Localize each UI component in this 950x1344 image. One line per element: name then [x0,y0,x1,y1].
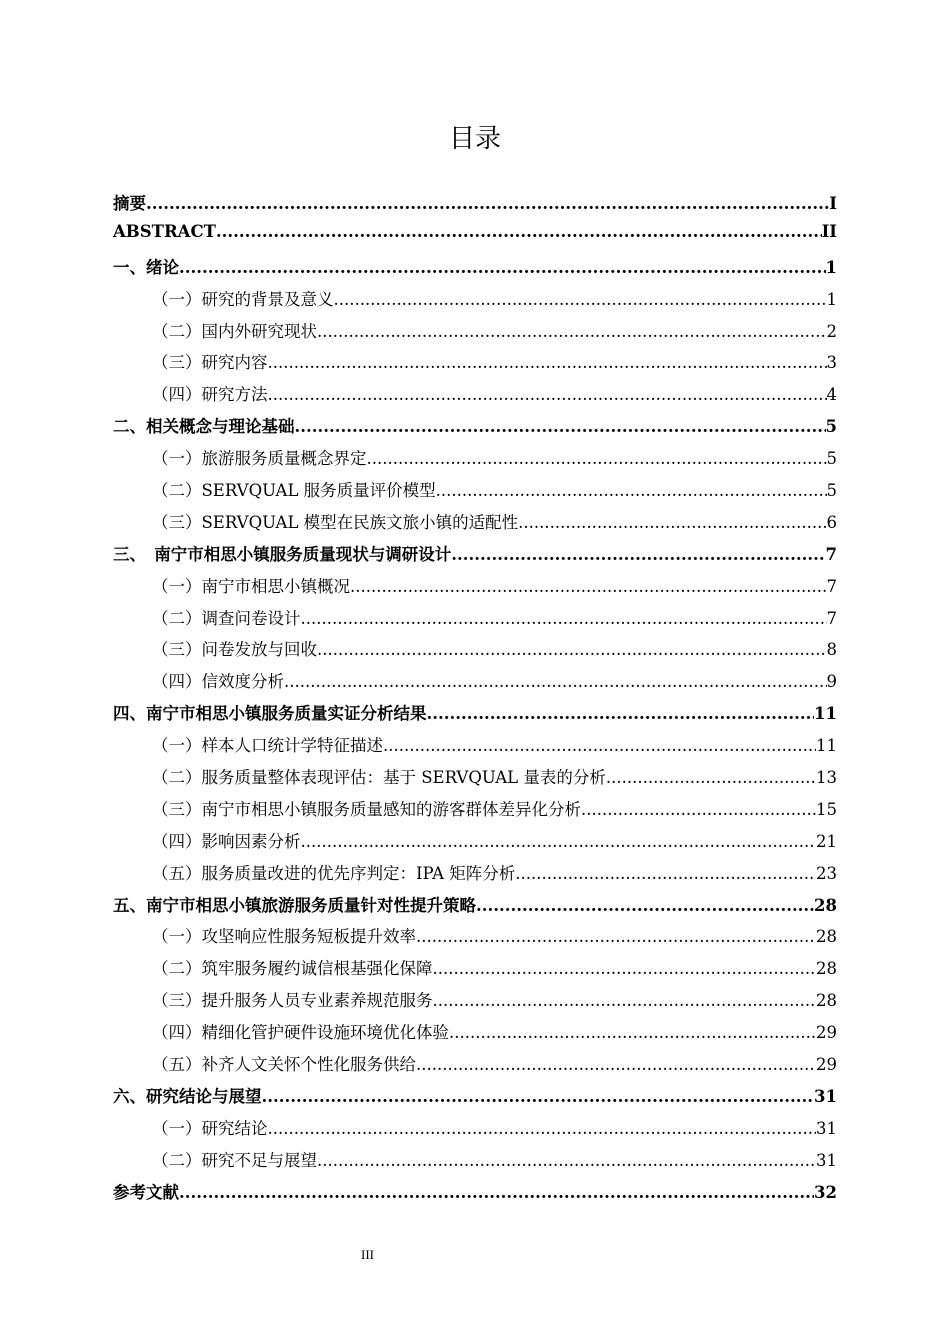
toc-section-entry[interactable] [113,605,837,637]
toc-entry-label: （三）南宁市相思小镇服务质量感知的游客群体差异化分析 [152,799,581,819]
toc-entry-label: 三、 南宁市相思小镇服务质量现状与调研设计 [113,544,452,564]
toc-entry-page-number: 21 [816,831,837,851]
toc-dot-leader [262,1087,815,1106]
toc-entry-page-number: 13 [816,768,837,788]
toc-chapter-entry[interactable] [113,1179,837,1211]
toc-entry-label: （一）南宁市相思小镇概况 [152,576,350,596]
toc-entry-page-number: 31 [816,1118,837,1138]
toc-entry-label: （四）精细化管护硬件设施环境优化体验 [152,1023,449,1043]
toc-entry-label: （三）研究内容 [152,353,268,373]
toc-dot-leader [476,896,814,915]
toc-dot-leader [367,449,827,468]
toc-entry-label: （二）筑牢服务履约诚信根基强化保障 [152,959,433,979]
toc-entry-page-number: 28 [816,959,837,979]
toc-chapter-entry[interactable] [113,254,837,286]
toc-chapter-entry[interactable] [113,190,837,222]
toc-entry-page-number: 32 [814,1182,837,1202]
toc-dot-leader [301,609,827,628]
toc-dot-leader [146,194,829,213]
toc-section-entry[interactable] [113,955,837,987]
toc-dot-leader [317,1151,816,1170]
toc-entry-page-number: II [821,221,837,241]
toc-section-entry[interactable] [113,923,837,955]
toc-entry-page-number: 28 [816,927,837,947]
toc-entry-page-number: 1 [825,257,837,277]
toc-entry-page-number: 9 [826,672,837,692]
toc-section-entry[interactable] [113,573,837,605]
toc-section-entry[interactable] [113,1051,837,1083]
toc-entry-page-number: 8 [826,640,837,660]
toc-entry-page-number: I [829,194,837,213]
toc-entry-label: （二）服务质量整体表现评估：基于 SERVQUAL 量表的分析 [152,768,606,788]
toc-entry-page-number: 7 [825,544,837,564]
toc-entry-page-number: 11 [814,704,837,724]
toc-section-entry[interactable] [113,381,837,413]
toc-dot-leader [606,768,816,787]
toc-entry-page-number: 31 [814,1086,837,1106]
toc-section-entry[interactable] [113,349,837,381]
toc-chapter-entry[interactable] [113,541,837,573]
toc-entry-label: （二）研究不足与展望 [152,1150,317,1170]
toc-entry-label: 四、南宁市相思小镇服务质量实证分析结果 [113,704,427,724]
toc-dot-leader [427,704,815,723]
toc-entry-page-number: 5 [826,449,837,469]
toc-section-entry[interactable] [113,1019,837,1051]
toc-section-entry[interactable] [113,477,837,509]
toc-dot-leader [179,258,826,277]
toc-entry-label: （三）提升服务人员专业素养规范服务 [152,991,433,1011]
toc-section-entry[interactable] [113,796,837,828]
toc-entry-page-number: 5 [826,481,837,501]
toc-section-entry[interactable] [113,987,837,1019]
toc-entry-page-number: 28 [814,895,837,915]
toc-entry-page-number: 15 [816,799,837,819]
toc-entry-page-number: 2 [826,321,837,341]
toc-entry-page-number: 11 [816,736,837,756]
toc-entry-page-number: 23 [816,863,837,883]
toc-entry-label: （一）研究的背景及意义 [152,289,334,309]
toc-entry-page-number: 29 [816,1023,837,1043]
toc-dot-leader [416,927,816,946]
toc-entry-label: ABSTRACT [113,221,216,241]
toc-entry-label: （二）调查问卷设计 [152,608,301,628]
page-title: 目录 [448,124,501,154]
toc-entry-page-number: 29 [816,1055,837,1075]
toc-entry-label: 六、研究结论与展望 [113,1086,262,1106]
toc-entry-label: （二）SERVQUAL 服务质量评价模型 [152,481,436,501]
table-of-contents [113,190,837,1211]
toc-dot-leader [268,1119,817,1138]
toc-entry-label: （四）研究方法 [152,385,268,405]
toc-chapter-entry[interactable] [113,222,837,254]
toc-entry-label: 五、南宁市相思小镇旅游服务质量针对性提升策略 [113,895,476,915]
toc-dot-leader [334,290,827,309]
toc-entry-label: （一）样本人口统计学特征描述 [152,736,383,756]
toc-dot-leader [284,672,827,691]
toc-entry-label: （一）研究结论 [152,1118,268,1138]
toc-dot-leader [268,353,827,372]
toc-entry-label: （四）影响因素分析 [152,831,301,851]
toc-entry-page-number: 28 [816,991,837,1011]
toc-entry-label: 一、绪论 [113,257,179,277]
toc-entry-page-number: 4 [826,385,837,405]
toc-section-entry[interactable] [113,1147,837,1179]
toc-entry-label: （三）SERVQUAL 模型在民族文旅小镇的适配性 [152,512,519,532]
toc-dot-leader [301,832,817,851]
toc-entry-label: （一）旅游服务质量概念界定 [152,449,367,469]
toc-entry-page-number: 31 [816,1150,837,1170]
toc-entry-page-number: 5 [825,417,837,437]
toc-dot-leader [295,417,826,436]
toc-entry-label: 参考文献 [113,1182,179,1202]
toc-entry-page-number: 7 [826,576,837,596]
toc-chapter-entry[interactable] [113,700,837,732]
toc-entry-label: 摘要 [113,194,146,213]
toc-section-entry[interactable] [113,828,837,860]
toc-dot-leader [268,385,827,404]
toc-entry-label: （三）问卷发放与回收 [152,640,317,660]
toc-entry-page-number: 7 [826,608,837,628]
toc-dot-leader [317,322,827,341]
toc-dot-leader [581,800,816,819]
toc-dot-leader [449,1023,816,1042]
toc-section-entry[interactable] [113,636,837,668]
toc-entry-page-number: 3 [826,353,837,373]
toc-section-entry[interactable] [113,286,837,318]
toc-dot-leader [350,577,827,596]
toc-section-entry[interactable] [113,509,837,541]
toc-dot-leader [515,864,816,883]
toc-section-entry[interactable] [113,732,837,764]
toc-dot-leader [317,640,827,659]
toc-entry-label: 二、相关概念与理论基础 [113,417,295,437]
toc-entry-page-number: 1 [826,289,837,309]
toc-entry-page-number: 6 [826,512,837,532]
toc-dot-leader [518,513,826,532]
toc-section-entry[interactable] [113,860,837,892]
toc-entry-label: （五）补齐人文关怀个性化服务供给 [152,1055,416,1075]
toc-dot-leader [383,736,816,755]
toc-dot-leader [416,1055,816,1074]
toc-dot-leader [451,545,825,564]
toc-section-entry[interactable] [113,668,837,700]
toc-dot-leader [433,991,817,1010]
toc-entry-label: （二）国内外研究现状 [152,321,317,341]
toc-section-entry[interactable] [113,1115,837,1147]
toc-section-entry[interactable] [113,445,837,477]
toc-dot-leader [179,1183,814,1202]
toc-dot-leader [216,222,822,241]
toc-entry-label: （四）信效度分析 [152,672,284,692]
toc-entry-label: （一）攻坚响应性服务短板提升效率 [152,927,416,947]
toc-dot-leader [436,481,827,500]
toc-dot-leader [433,959,817,978]
toc-entry-label: （五）服务质量改进的优先序判定：IPA 矩阵分析 [152,863,516,883]
toc-chapter-entry[interactable] [113,892,837,924]
toc-chapter-entry[interactable] [113,1083,837,1115]
toc-chapter-entry[interactable] [113,413,837,445]
page-number: III [361,1247,374,1262]
toc-section-entry[interactable] [113,764,837,796]
toc-section-entry[interactable] [113,318,837,350]
